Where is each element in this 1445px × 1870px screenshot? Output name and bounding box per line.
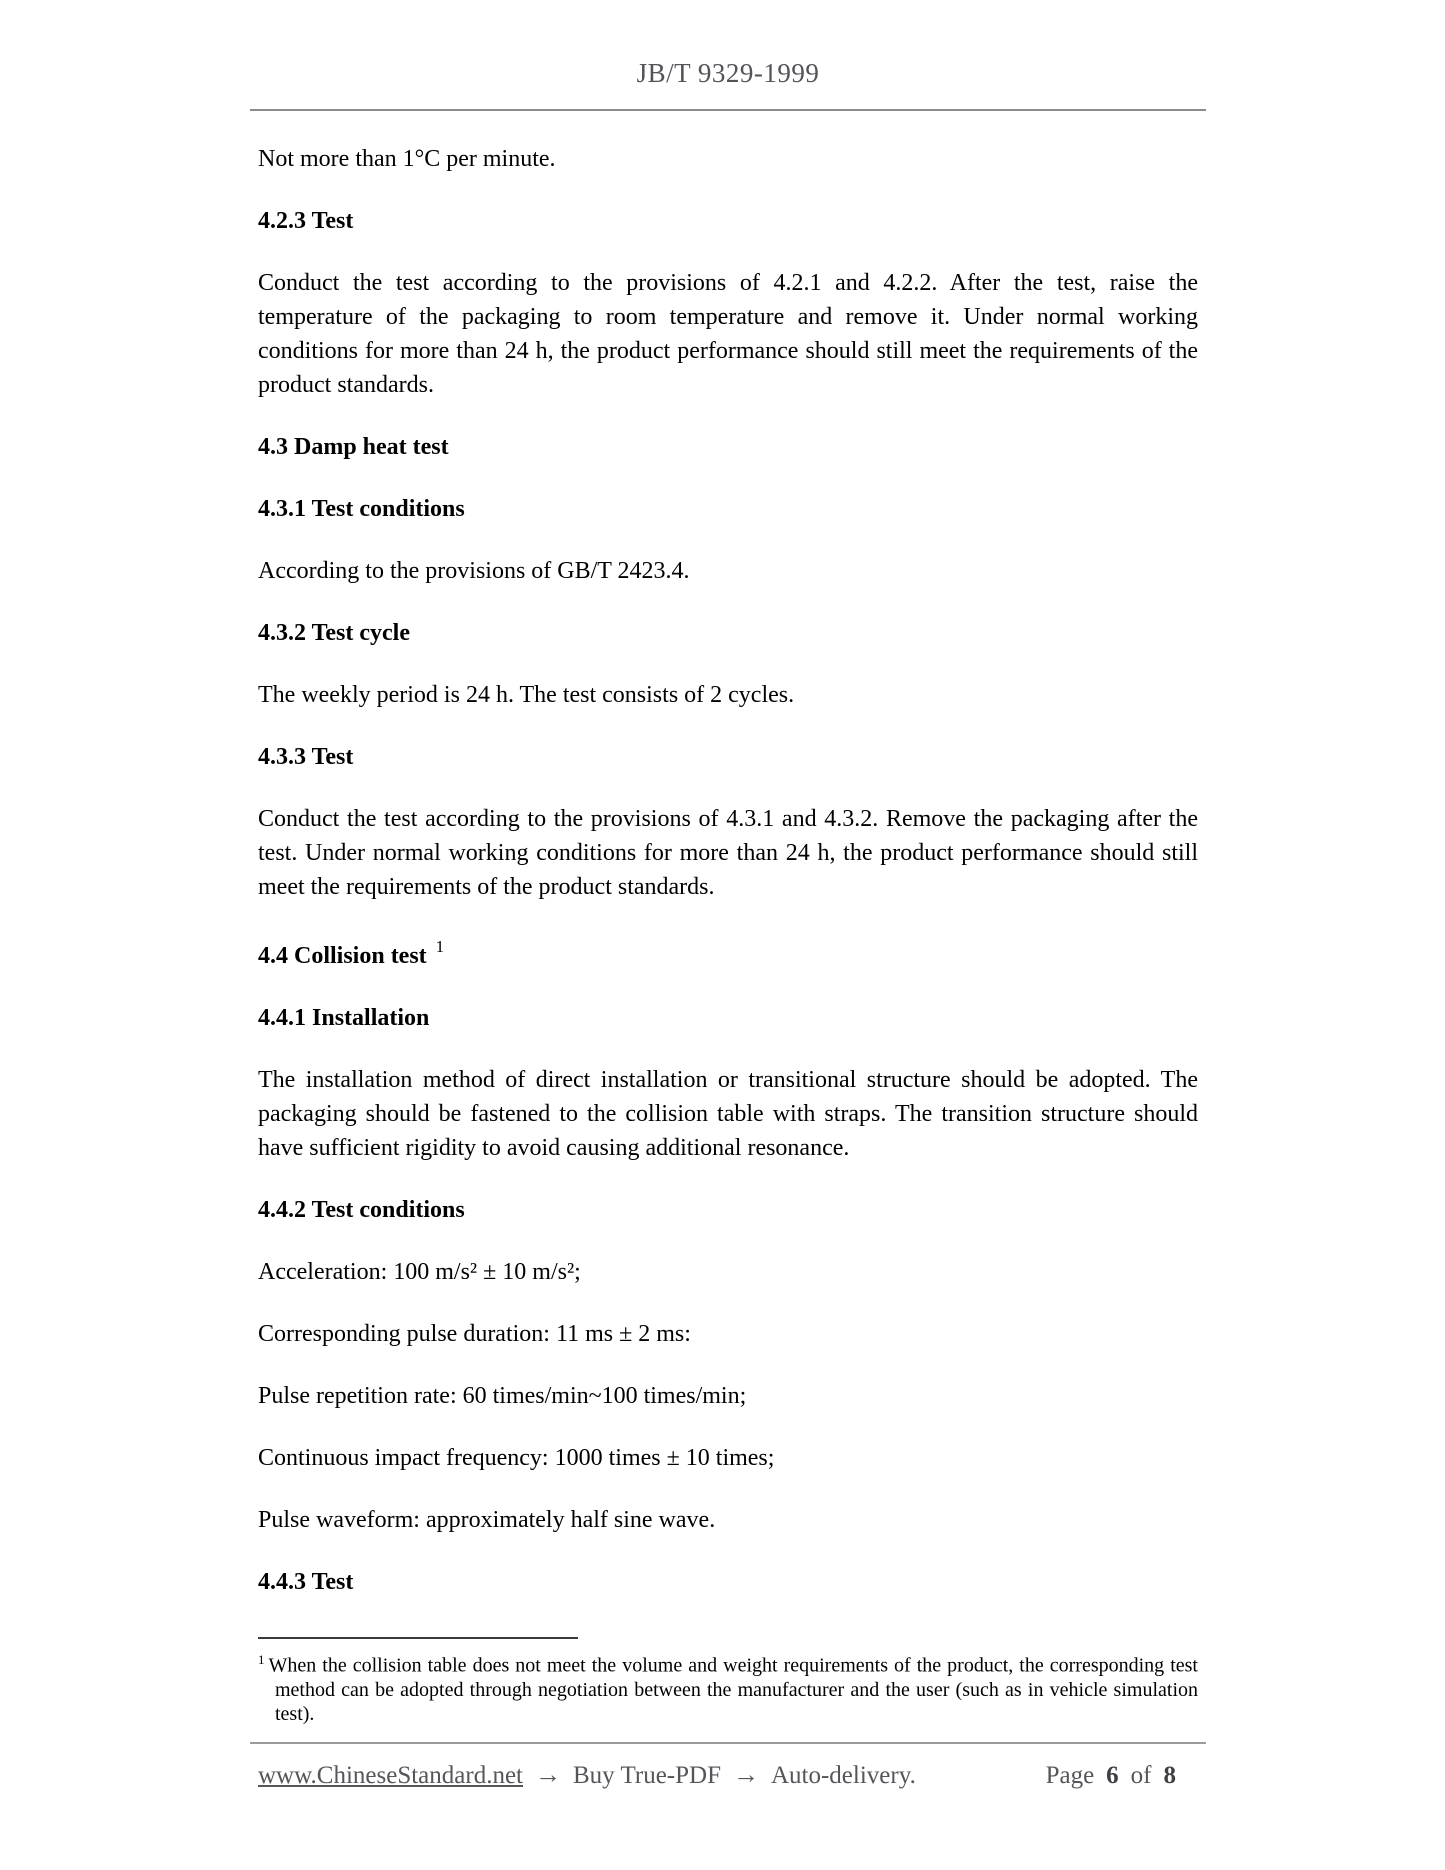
paragraph: Acceleration: 100 m/s² ± 10 m/s²;	[258, 1259, 581, 1285]
section-heading-4-2-3: 4.2.3 Test	[258, 208, 354, 234]
footer-buy-text: Buy True-PDF	[573, 1761, 721, 1789]
paragraph: Conduct the test according to the provisions of 4.3.1 and 4.3.2. Remove the packaging after the test. Under normal working conditions for more than 24 h, the product performance should still meet the requirements of the product standards.	[258, 806, 1198, 900]
footnote-marker: 1	[258, 1652, 265, 1667]
website-link[interactable]: www.ChineseStandard.net	[258, 1761, 523, 1789]
paragraph: Pulse waveform: approximately half sine wave.	[258, 1507, 716, 1533]
section-heading-text: 4.4 Collision test	[258, 943, 427, 969]
section-heading-4-3-1: 4.3.1 Test conditions	[258, 496, 465, 522]
footer-links	[258, 1760, 916, 1791]
footer-rule	[250, 1742, 1206, 1744]
current-page-number: 6	[1106, 1761, 1119, 1789]
of-word: of	[1130, 1761, 1152, 1789]
paragraph: Corresponding pulse duration: 11 ms ± 2 ms:	[258, 1321, 691, 1347]
paragraph: The weekly period is 24 h. The test consists of 2 cycles.	[258, 682, 795, 708]
page-content	[258, 0, 1198, 1791]
total-page-number: 8	[1163, 1761, 1176, 1789]
footnote-reference: 1	[435, 937, 445, 956]
section-heading-4-4-3: 4.4.3 Test	[258, 1569, 354, 1595]
footnote-text: When the collision table does not meet the volume and weight requirements of the product, the corresponding test method can be adopted through negotiation between the manufacturer and the user (such as in vehicle simulation test).	[268, 1654, 1198, 1725]
footnote	[258, 1648, 1198, 1726]
footer-delivery-text: Auto-delivery.	[770, 1761, 916, 1789]
section-heading-4-4	[258, 932, 1198, 973]
document-number-header: JB/T 9329-1999	[636, 58, 820, 88]
paragraph: Not more than 1°C per minute.	[258, 146, 556, 172]
section-heading-4-4-2: 4.4.2 Test conditions	[258, 1197, 465, 1223]
section-heading-4-4-1: 4.4.1 Installation	[258, 1005, 430, 1031]
paragraph: The installation method of direct installation or transitional structure should be adopted. The packaging should be fastened to the collision table with straps. The transition structure should have sufficient rigidity to avoid causing additional resonance.	[258, 1067, 1198, 1161]
header-rule	[250, 109, 1206, 111]
paragraph: Continuous impact frequency: 1000 times ± 10 times;	[258, 1445, 775, 1471]
page-word: Page	[1045, 1761, 1095, 1789]
page-indicator	[1046, 1761, 1176, 1791]
page-footer	[258, 1760, 1198, 1791]
section-heading-4-3-3: 4.3.3 Test	[258, 744, 354, 770]
section-heading-4-3-2: 4.3.2 Test cycle	[258, 620, 410, 646]
paragraph: Pulse repetition rate: 60 times/min~100 times/min;	[258, 1383, 747, 1409]
footnote-separator-rule	[258, 1637, 578, 1639]
paragraph: Conduct the test according to the provisions of 4.2.1 and 4.2.2. After the test, raise the temperature of the packaging to room temperature and remove it. Under normal working conditions for more than 24 h, the product performance should still meet the requirements of the product standards.	[258, 270, 1198, 398]
paragraph: According to the provisions of GB/T 2423.4.	[258, 558, 690, 584]
right-arrow-icon: →	[732, 1759, 759, 1789]
right-arrow-icon: →	[535, 1759, 561, 1789]
section-heading-4-3: 4.3 Damp heat test	[258, 434, 449, 460]
